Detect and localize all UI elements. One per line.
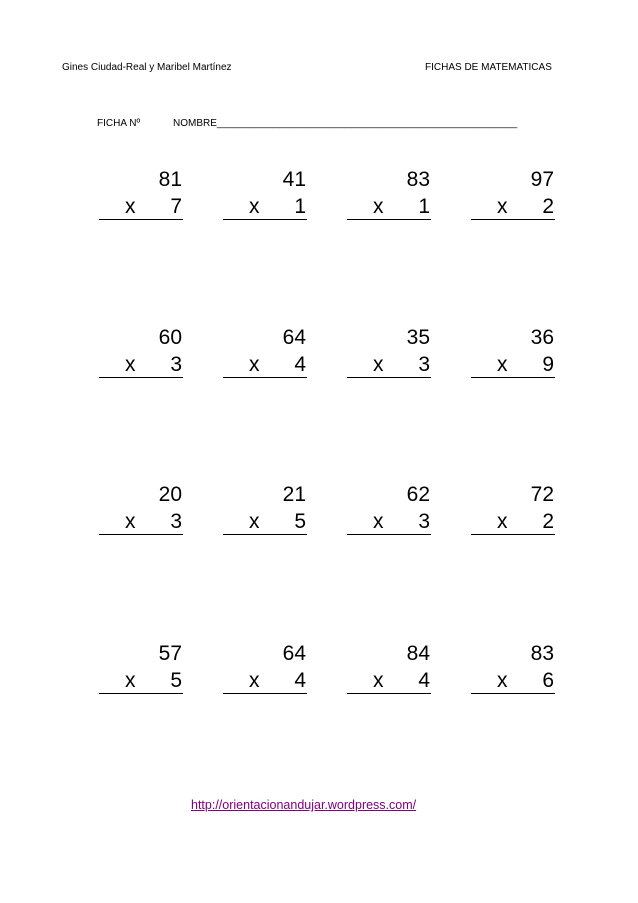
multiplicand: 64 [282, 326, 306, 349]
multiply-sign: x [373, 510, 384, 533]
multiplicand: 97 [530, 168, 554, 191]
multiplier: 6 [542, 669, 554, 692]
multiplication-problem [223, 168, 307, 220]
multiplier: 4 [294, 669, 306, 692]
multiply-sign: x [373, 669, 384, 692]
footer-website-link[interactable]: http://orientacionandujar.wordpress.com/ [191, 798, 417, 812]
multiply-sign: x [249, 195, 260, 218]
multiplier: 9 [542, 353, 554, 376]
multiply-sign: x [497, 353, 508, 376]
multiplication-problem [471, 642, 555, 694]
multiplier: 7 [170, 195, 182, 218]
multiplier: 2 [542, 510, 554, 533]
multiplier: 3 [418, 510, 430, 533]
multiply-sign: x [125, 353, 136, 376]
multiplier: 2 [542, 195, 554, 218]
multiplication-problem [99, 483, 183, 535]
multiplicand: 21 [282, 483, 306, 506]
multiplicand: 36 [530, 326, 554, 349]
multiplicand: 20 [158, 483, 182, 506]
multiplication-problem [223, 642, 307, 694]
multiplication-problem [471, 483, 555, 535]
multiplication-problem [99, 168, 183, 220]
multiply-sign: x [373, 353, 384, 376]
multiplier: 1 [294, 195, 306, 218]
multiply-sign: x [125, 510, 136, 533]
multiplicand: 81 [158, 168, 182, 191]
multiplication-problem [347, 483, 431, 535]
multiplicand: 62 [406, 483, 430, 506]
multiply-sign: x [125, 195, 136, 218]
student-name-line: NOMBRE______________________________________________________ [173, 118, 518, 129]
multiply-sign: x [249, 669, 260, 692]
multiply-sign: x [249, 353, 260, 376]
multiplicand: 72 [530, 483, 554, 506]
multiply-sign: x [497, 510, 508, 533]
multiply-sign: x [373, 195, 384, 218]
multiplication-problem [347, 642, 431, 694]
multiplicand: 84 [406, 642, 430, 665]
multiplier: 1 [418, 195, 430, 218]
multiplication-problem [471, 326, 555, 378]
multiply-sign: x [125, 669, 136, 692]
multiplication-problem [347, 326, 431, 378]
multiplication-problem [99, 326, 183, 378]
multiplier: 4 [294, 353, 306, 376]
multiplicand: 35 [406, 326, 430, 349]
ficha-number-label: FICHA Nº [97, 118, 141, 129]
multiplier: 3 [170, 353, 182, 376]
series-title-header: FICHAS DE MATEMATICAS [425, 62, 552, 73]
multiplicand: 83 [406, 168, 430, 191]
multiplicand: 57 [158, 642, 182, 665]
multiplicand: 83 [530, 642, 554, 665]
multiplication-problem [471, 168, 555, 220]
multiplier: 5 [170, 669, 182, 692]
multiply-sign: x [497, 669, 508, 692]
multiply-sign: x [497, 195, 508, 218]
authors-header: Gines Ciudad-Real y Maribel Martínez [62, 62, 232, 73]
multiplicand: 60 [158, 326, 182, 349]
multiplication-problem [223, 326, 307, 378]
multiplier: 3 [418, 353, 430, 376]
multiplier: 3 [170, 510, 182, 533]
multiplication-problem [347, 168, 431, 220]
multiplication-problem [223, 483, 307, 535]
multiplier: 4 [418, 669, 430, 692]
multiplier: 5 [294, 510, 306, 533]
multiplicand: 41 [282, 168, 306, 191]
multiplication-problem [99, 642, 183, 694]
multiplicand: 64 [282, 642, 306, 665]
multiply-sign: x [249, 510, 260, 533]
